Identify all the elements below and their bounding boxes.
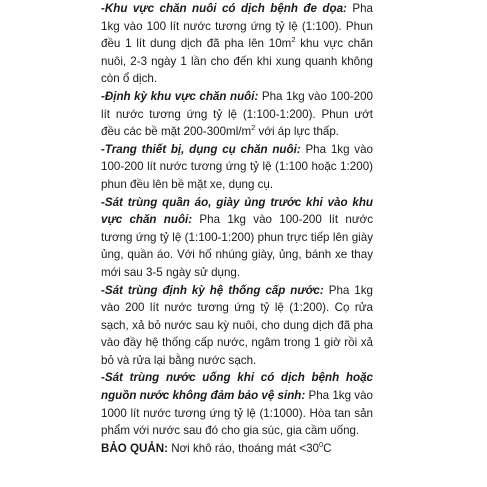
- section-storage: [101, 440, 373, 458]
- section-heading: -Định kỳ khu vực chăn nuôi:: [101, 89, 259, 103]
- section-body: Pha 1kg vào 100 lít nước tương ứng tỷ lệ (1:100). Phun đều 1 lít dung dịch đã pha lên 10m: [101, 2, 373, 51]
- section-periodic-area: [101, 88, 373, 141]
- superscript: 0: [319, 439, 324, 449]
- section-body: Pha 1kg vào 100-200 lít nước tương ứng tỷ lệ (1:100 hoặc 1:200) phun đều lên bề mặt xe, dụng cụ.: [101, 142, 373, 191]
- storage-text: Nơi khô ráo, thoáng mát <30: [167, 441, 319, 455]
- section-body: Pha 1kg vào 1000 lít nước tương ứng tỷ lệ (1:1000). Hòa tan sản phẩm với nước sau đó cho gia súc, gia cầm uống.: [101, 389, 373, 438]
- section-body-continued: với áp lực thấp.: [255, 125, 340, 139]
- section-clothing-boots: [101, 194, 373, 282]
- superscript: 2: [251, 123, 256, 133]
- section-drinking-water: [101, 369, 373, 439]
- section-heading: -Trang thiết bị, dụng cụ chăn nuôi:: [101, 142, 301, 156]
- section-body: Pha 1kg vào 200 lít nước tương ứng tỷ lệ (1:200). Cọ rửa sạch, xả bỏ nước sau kỳ nuôi, cho dung dịch đã pha vào đầy hệ thống cấp nước, ngâm trong 1 giờ rồi xả bỏ và rửa lại bằng nước sạch.: [101, 283, 373, 367]
- instruction-text-block: [101, 0, 373, 487]
- section-water-system: [101, 282, 373, 370]
- section-equipment: [101, 141, 373, 194]
- section-heading: -Sát trùng định kỳ hệ thống cấp nước:: [101, 283, 324, 297]
- section-body: Pha 1kg vào 100-200 lít nước tương ứng tỷ lệ (1:100-1:200). Phun ướt đều các bề mặt 200-300ml/m: [101, 89, 373, 139]
- section-heading: -Sát trùng nước uống khi có dịch bệnh hoặc nguồn nước không đảm bảo vệ sinh:: [101, 371, 373, 403]
- section-heading: -Khu vực chăn nuôi có dịch bệnh đe dọa:: [101, 2, 347, 15]
- section-body-continued: khu vực chăn nuôi, 2-3 ngày 1 lần cho đến khi xung quanh không còn ổ dịch.: [101, 37, 373, 86]
- storage-text-unit: C: [323, 441, 332, 455]
- superscript: 2: [291, 35, 296, 45]
- storage-label: BẢO QUẢN:: [101, 441, 168, 455]
- section-outbreak-area: [101, 0, 373, 88]
- section-heading: -Sát trùng quần áo, giày ủng trước khi vào khu vực chăn nuôi:: [101, 195, 373, 227]
- section-body: Pha 1kg vào 100-200 lít nước tương ứng tỷ lệ (1:100-1:200) phun trực tiếp lên giày ủng, quần áo. Với hố nhúng giày, ủng, bánh xe thay mới sau 3-5 ngày sử dụng.: [101, 213, 373, 279]
